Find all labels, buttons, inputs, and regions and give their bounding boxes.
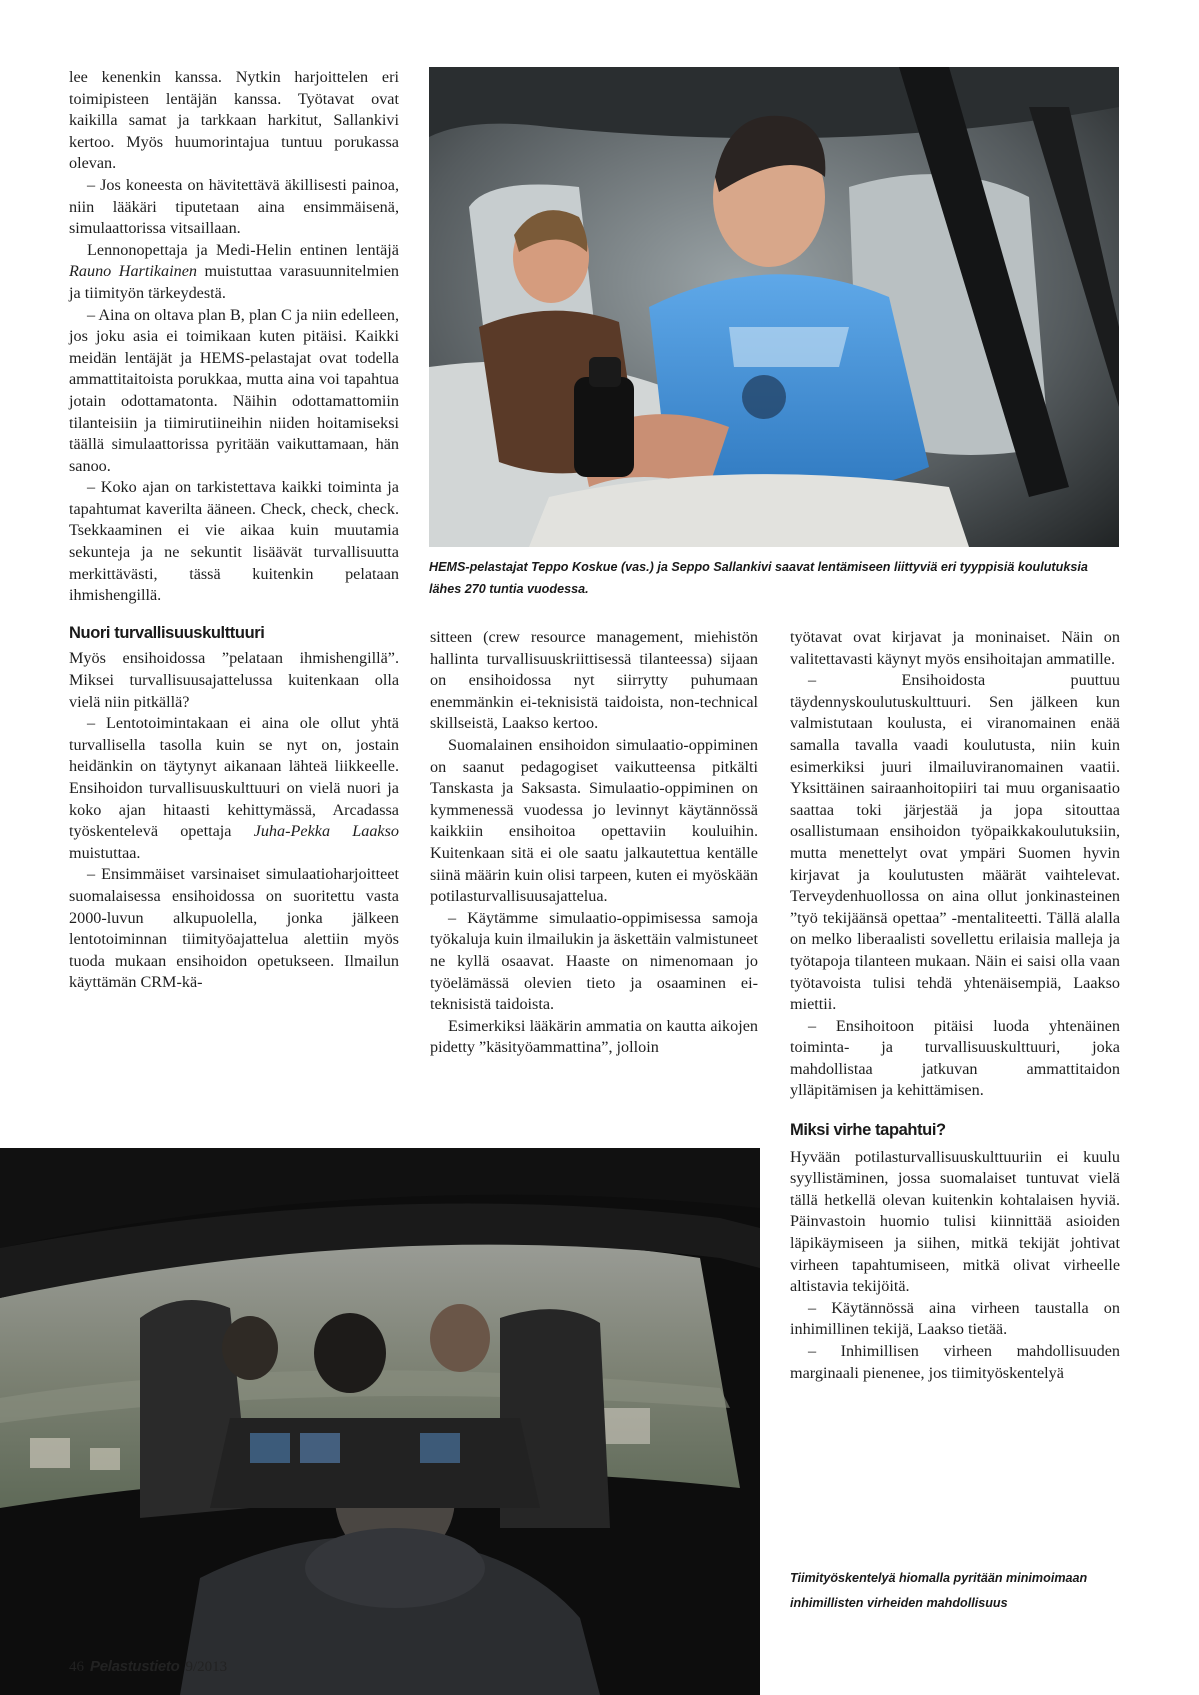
issue-number: 9/2013 — [185, 1659, 228, 1675]
paragraph: – Aina on oltava plan B, plan C ja niin edelleen, jos joku asia ei toimikaan kuten pitäisi. Kaikki meidän lentäjät ja HEMS-pelastajat ovat todella ammattitaitoista porukkaa, mutta aina voi tapahtua jotain odottamatonta. Näihin odottamattomiin tilanteisiin ja tiimirutiineihin niiden hoitamiseksi täällä simulaattorissa pyritään vaikuttamaan, hän sanoo. — [69, 305, 399, 475]
paragraph: – Ensimmäiset varsinaiset simulaatioharjoitteet suomalaisessa ensihoidossa on suoritettu vasta 2000-luvun alkupuolella, jonka jälkeen lentotoiminnan tiimityöajattelua alettiin myös tuoda mukaan ensihoidon opetukseen. Ilmailun käyttämän CRM-kä- — [69, 865, 399, 992]
paragraph: – Jos koneesta on hävitettävä äkillisesti painoa, niin lääkäri tiputetaan aina ensimmäisenä, simulaattorissa vitsaillaan. — [69, 175, 399, 238]
paragraph: – Käytännössä aina virheen taustalla on inhimillinen tekijä, Laakso tietää. — [790, 1298, 1120, 1339]
paragraph: – Ensihoidosta puuttuu täydennyskoulutuskulttuuri. Sen jälkeen kun valmistutaan koulusta, ei viranomainen enää samalla tavalla vaadi koulutusta, niin kuin esimerkiksi juuri ilmailuviranomainen vaatii. Yksittäinen sairaanhoitopiiri tai muu organisaatio saattaa toki järjestää ja jopa sitouttaa osallistumaan ensihoidon työpaikkakoulutuksiin, mutta menettelyt ovat ympäri Suomen hyvin kirjavat ja koulutusten määrät vaihtelevat. Terveydenhuollossa on aina ollut jonkinasteinen ”työ tekijäänsä opettaa” -mentaliteetti. Tällä alalla on melko liberaalisti sovellettu erilaisia malleja ja työtapoja tilanteen mukaan. Näin ei saisi olla vaan työtavoista tulisi tehdä yhtenäisempiä, Laakso miettii. — [790, 671, 1120, 1014]
paragraph: Suomalainen ensihoidon simulaatio-oppiminen on saanut pedagogiset vaikutteensa pitkälti Tanskasta ja Saksasta. Simulaatio-oppiminen on kymmenessä vuodessa jo levinnyt käytännössä kaikkiin ensihoitoa opettaviin kouluihin. Kuitenkaan sitä ei ole saatu jalkautettua kentälle siinä määrin kuin olisi tarpeen, kuten ei myöskään potilasturvallisuusajattelua. — [430, 735, 758, 906]
article-column-1 — [69, 67, 399, 994]
paragraph: – Koko ajan on tarkistettava kaikki toiminta ja tapahtumat kaverilta ääneen. Check, check, check. Tsekkaaminen ei vie aikaa kuin muutamia sekunteja ja ne sekuntit lisäävät turvallisuutta merkittävästi, tässä kuitenkin pelataan ihmishengillä. — [69, 478, 399, 605]
paragraph: sitteen (crew resource management, miehistön hallinta turvallisuuskriittisessä tilanteessa) sijaan on ensihoidossa nyt siirrytty puhumaan enemmänkin ei-teknisistä taidoista, non-technical skillseistä, Laakso kertoo. — [430, 628, 758, 733]
paragraph: – Käytämme simulaatio-oppimisessa samoja työkaluja kuin ilmailukin ja äskettäin valmistuneet ne kyllä osaavat. Haaste on nimenomaan jo työelämässä olevien tieto ja osaaminen ei-teknisistä taidoista. — [430, 908, 758, 1014]
paragraph: Lennonopettaja ja Medi-Helin entinen lentäjä Rauno Hartikainen muistuttaa varasuunnitelmien ja tiimityön tärkeydestä. — [69, 240, 399, 302]
paragraph: Myös ensihoidossa ”pelataan ihmishengillä”. Miksei turvallisuusajattelussa kuitenkaan olla vielä niin pitkällä? — [69, 649, 399, 711]
paragraph: Esimerkiksi lääkärin ammatia on kautta aikojen pidetty ”käsityöammattina”, jolloin — [430, 1016, 758, 1057]
page-number: 46 — [69, 1659, 84, 1675]
photo-pilots-in-simulator — [429, 67, 1119, 547]
person-name: Rauno Hartikainen — [69, 262, 197, 281]
person-name: Juha-Pekka Laakso — [253, 822, 399, 841]
page-footer — [69, 1658, 227, 1682]
photo-caption: HEMS-pelastajat Teppo Koskue (vas.) ja Seppo Sallankivi saavat lentämiseen liittyviä eri tyyppisiä koulutuksia lähes 270 tuntia vuodessa. — [429, 560, 1088, 596]
photo-simulator-cockpit — [0, 1148, 760, 1695]
paragraph: lee kenenkin kanssa. Nytkin harjoittelen eri toimipisteen lentäjän kanssa. Työtavat ovat kaikilla samat ja tarkkaan harkitut, Sallankivi kertoo. Myös huumorintajua tuntuu porukassa olevan. — [69, 68, 399, 173]
article-column-3 — [790, 627, 1120, 1384]
paragraph: – Lentotoimintakaan ei aina ole ollut yhtä turvallisella tasolla kuin se nyt on, jostain heidänkin on täytynyt aikanaan lähteä liikkeelle. Ensihoidon turvallisuuskulttuuri on vielä nuori ja koko ajan hitaasti kehittymässä, Arcadassa työskentelevä opettaja Juha-Pekka Laakso muistuttaa. — [69, 714, 399, 862]
article-column-2 — [430, 627, 758, 1059]
paragraph: Hyvään potilasturvallisuuskulttuuriin ei kuulu syyllistäminen, jossa suomalaiset tuntuvat vielä tällä hetkellä olevan kuitenkin kohtalaisen hyviä. Päinvastoin huomio tulisi kiinnittää asioiden läpikäymiseen ja siihen, mitkä tekijät johtivat virheen tapahtumiseen, mitkä olivat virheelle altistavia tekijöitä. — [790, 1147, 1120, 1296]
magazine-name: Pelastustieto — [90, 1658, 180, 1675]
paragraph: – Ensihoitoon pitäisi luoda yhtenäinen toiminta- ja turvallisuuskulttuuri, joka mahdollistaa jatkuvan ammattitaidon ylläpitämisen ja kehittämisen. — [790, 1016, 1120, 1100]
paragraph: – Inhimillisen virheen mahdollisuuden marginaali pienenee, jos tiimityöskentelyä — [790, 1342, 1120, 1382]
section-heading: Miksi virhe tapahtui? — [790, 1121, 946, 1140]
paragraph: työtavat ovat kirjavat ja moninaiset. Näin on valitettavasti käynyt myös ensihoitajan ammatille. — [790, 628, 1120, 668]
photo-caption: Tiimityöskentelyä hiomalla pyritään minimoimaan inhimillisten virheiden mahdollisuus — [790, 1571, 1088, 1610]
section-heading: Nuori turvallisuuskulttuuri — [69, 623, 265, 642]
